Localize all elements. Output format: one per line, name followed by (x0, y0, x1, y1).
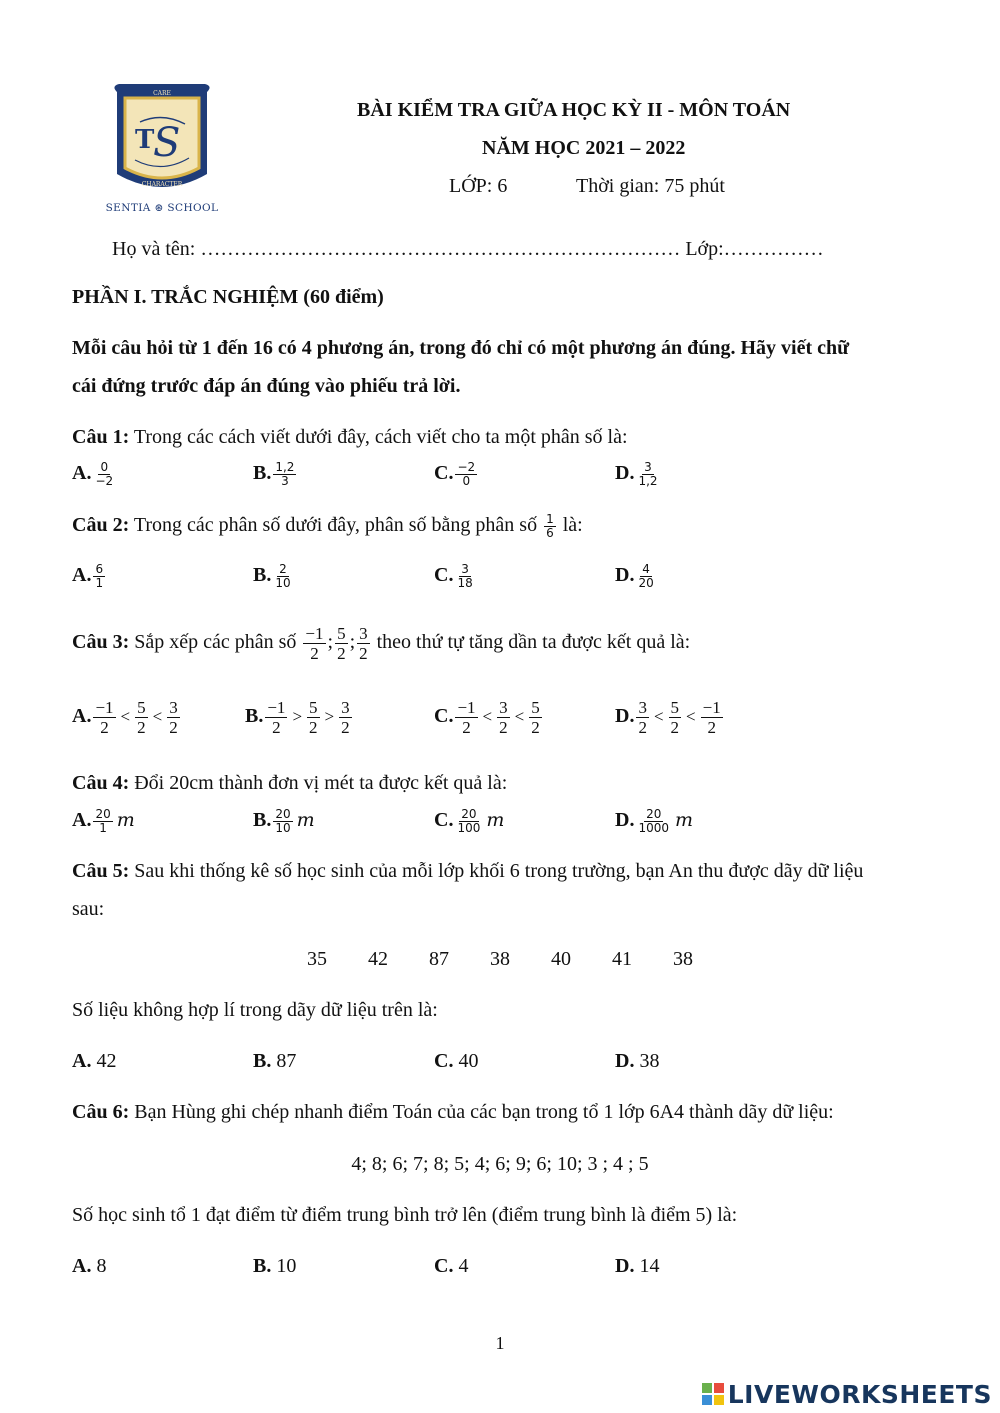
question-6 (72, 1101, 834, 1124)
unit-label: m (486, 809, 505, 832)
relation-sign: < (653, 707, 664, 727)
liveworksheets-watermark (701, 1381, 992, 1407)
data-value: 87 (429, 948, 449, 970)
instruction-line-1: Mỗi câu hỏi từ 1 đến 16 có 4 phương án, trong đó chỉ có một phương án đúng. Hãy viết chữ (72, 337, 850, 359)
q5-option-b[interactable] (253, 1050, 296, 1073)
option-letter: C. (434, 705, 454, 728)
q1-option-d[interactable] (615, 461, 662, 488)
option-letter: B. (253, 809, 272, 832)
fraction: $\frac{3}{2}$ (359, 624, 368, 663)
fraction: $\frac{5}{2}$ (531, 698, 540, 737)
relation-sign: < (514, 707, 525, 727)
school-name-text: SENTIA ⊛ SCHOOL (105, 202, 219, 214)
page-number: 1 (495, 1333, 505, 1353)
data-value: 41 (612, 948, 632, 970)
q3-option-d[interactable] (615, 698, 725, 737)
time-label: Thời gian: 75 phút (576, 175, 725, 197)
option-letter: B. (253, 564, 272, 587)
fraction: $\frac{-1}{2}$ (702, 698, 721, 737)
option-value: 42 (91, 1050, 117, 1072)
q2-option-b[interactable] (253, 563, 295, 590)
question-label: Câu 3: (72, 631, 130, 654)
option-value: 87 (271, 1050, 297, 1072)
question-label: Câu 4: (72, 772, 130, 794)
question-text: Sắp xếp các phân số (129, 631, 302, 654)
fraction: $\frac{5}{2}$ (670, 698, 680, 737)
fraction: $\frac{1}{6}$ (546, 512, 554, 540)
fraction: $\frac{3}{1,2}$ (638, 460, 658, 488)
option-letter: D. (615, 1050, 635, 1072)
fraction: $\frac{20}{10}$ (275, 807, 291, 835)
option-letter: C. (434, 809, 454, 832)
fraction: $\frac{5}{2}$ (137, 698, 146, 737)
option-value: 8 (91, 1255, 107, 1277)
school-logo (105, 82, 219, 217)
fraction: $\frac{-1}{2}$ (457, 698, 476, 737)
question-2 (72, 513, 583, 540)
relation-sign: < (482, 707, 493, 727)
liveworksheets-logo-icon (701, 1382, 725, 1406)
option-letter: A. (72, 462, 92, 485)
relation-sign: < (686, 707, 696, 727)
fraction: $\frac{3}{18}$ (457, 562, 473, 590)
option-letter: C. (434, 1255, 454, 1277)
option-letter: A. (72, 1050, 92, 1072)
fraction: $\frac{4}{20}$ (638, 562, 654, 590)
fraction: $\frac{5}{2}$ (309, 698, 318, 737)
q2-option-d[interactable] (615, 563, 658, 590)
data-value: 42 (368, 948, 388, 970)
unit-label: m (675, 809, 694, 832)
question-text: Trong các phân số dưới đây, phân số bằng phân số (129, 514, 543, 537)
fraction: $\frac{20}{1000}$ (638, 807, 669, 835)
question-5 (72, 860, 863, 883)
q4-option-c[interactable] (434, 808, 504, 835)
fraction: $\frac{-2}{0}$ (457, 460, 476, 488)
part-title: PHẦN I. TRẮC NGHIỆM (60 điểm) (72, 286, 384, 308)
question-label: Câu 1: (72, 426, 130, 448)
option-value: 14 (634, 1255, 660, 1277)
data-value: 38 (490, 948, 510, 970)
question-text: Trong các cách viết dưới đây, cách viết cho ta một phân số là: (129, 426, 628, 448)
question-4 (72, 772, 507, 795)
question-label: Câu 6: (72, 1101, 130, 1123)
option-letter: B. (253, 1255, 272, 1277)
fraction: $\frac{6}{1}$ (95, 562, 104, 590)
option-letter: C. (434, 564, 454, 587)
separator: ; (349, 631, 356, 654)
relation-sign: > (324, 707, 335, 727)
q1-option-a[interactable] (72, 461, 117, 488)
fraction: $\frac{-1}{2}$ (267, 698, 286, 737)
question-text: Bạn Hùng ghi chép nhanh điểm Toán của các bạn trong tổ 1 lớp 6A4 thành dãy dữ liệu: (129, 1101, 834, 1123)
svg-text:CARE: CARE (153, 90, 171, 97)
question-text-end: là: (557, 514, 583, 537)
option-value: 38 (634, 1050, 660, 1072)
instruction-line-2: cái đứng trước đáp án đúng vào phiếu trả lời. (72, 375, 461, 397)
question-label: Câu 2: (72, 514, 130, 537)
data-line: 4; 8; 6; 7; 8; 5; 4; 6; 9; 6; 10; 3 ; 4 ; 5 (351, 1153, 649, 1175)
data-sequence (307, 948, 713, 971)
q5-option-d[interactable] (615, 1050, 659, 1073)
fraction: $\frac{3}{2}$ (169, 698, 178, 737)
question-text-end: theo thứ tự tăng dần ta được kết quả là: (371, 631, 691, 654)
q3-option-c[interactable] (434, 698, 544, 737)
option-letter: D. (615, 1255, 635, 1277)
relation-sign: < (120, 707, 131, 727)
q4-option-d[interactable] (615, 808, 693, 835)
relation-sign: < (152, 707, 163, 727)
q3-option-b[interactable] (245, 698, 354, 737)
fraction: $\frac{20}{1}$ (95, 807, 111, 835)
relation-sign: > (292, 707, 303, 727)
svg-text:CHARACTER: CHARACTER (141, 181, 183, 188)
fraction: $\frac{3}{2}$ (341, 698, 350, 737)
fraction: $\frac{2}{10}$ (275, 562, 291, 590)
unit-label: m (116, 809, 135, 832)
option-letter: A. (72, 705, 92, 728)
fraction: $\frac{5}{2}$ (337, 624, 346, 663)
question-text: Đổi 20cm thành đơn vị mét ta được kết quả là: (129, 772, 508, 794)
fraction: $\frac{0}{-2}$ (95, 460, 114, 488)
q2-option-a[interactable] (72, 563, 107, 590)
watermark-brand: LIVEWORKSHEETS (727, 1379, 992, 1409)
q4-option-b[interactable] (253, 808, 315, 835)
option-letter: C. (434, 1050, 454, 1072)
option-letter: D. (615, 564, 635, 587)
fraction: $\frac{-1}{2}$ (305, 624, 324, 663)
school-year: NĂM HỌC 2021 – 2022 (482, 137, 686, 159)
question-text: Sau khi thống kê số học sinh của mỗi lớp khối 6 trong trường, bạn An thu được dãy dữ liệu (129, 860, 864, 882)
q6-option-b[interactable] (253, 1255, 296, 1278)
q4-option-a[interactable] (72, 808, 135, 835)
question-1 (72, 426, 628, 449)
q6-option-c[interactable] (434, 1255, 468, 1278)
fraction: $\frac{3}{2}$ (638, 698, 647, 737)
fraction: $\frac{-1}{2}$ (95, 698, 114, 737)
name-label: Họ và tên: (112, 238, 201, 260)
name-field[interactable]: ……………………………………………………………… (200, 238, 681, 260)
q1-option-c[interactable] (434, 461, 479, 488)
option-letter: A. (72, 809, 92, 832)
grade-label: LỚP: 6 (449, 175, 508, 197)
option-value: 40 (453, 1050, 479, 1072)
separator: ; (327, 631, 334, 654)
question-label: Câu 5: (72, 860, 130, 882)
question-prompt: Số liệu không hợp lí trong dãy dữ liệu trên là: (72, 999, 438, 1021)
fraction: $\frac{3}{2}$ (499, 698, 508, 737)
unit-label: m (296, 809, 315, 832)
option-letter: D. (615, 462, 635, 485)
class-field[interactable]: …………… (723, 238, 824, 260)
question-prompt: Số học sinh tổ 1 đạt điểm từ điểm trung bình trở lên (điểm trung bình là điểm 5) là: (72, 1204, 738, 1226)
q6-option-d[interactable] (615, 1255, 659, 1278)
option-letter: A. (72, 1255, 92, 1277)
q2-option-c[interactable] (434, 563, 477, 590)
svg-text:T: T (135, 125, 155, 155)
option-letter: C. (434, 462, 454, 485)
option-letter: B. (245, 705, 264, 728)
exam-title: BÀI KIỂM TRA GIỮA HỌC KỲ II - MÔN TOÁN (357, 99, 791, 121)
option-letter: B. (253, 1050, 272, 1072)
option-letter: D. (615, 705, 635, 728)
data-value: 38 (673, 948, 693, 970)
class-label: Lớp: (680, 238, 724, 260)
option-value: 4 (453, 1255, 469, 1277)
option-letter: B. (253, 462, 272, 485)
student-info-line (112, 238, 824, 261)
fraction: $\frac{20}{100}$ (457, 807, 481, 835)
q5-option-c[interactable] (434, 1050, 478, 1073)
q6-option-a[interactable] (72, 1255, 106, 1278)
question-text-line2: sau: (72, 898, 105, 920)
data-value: 35 (307, 948, 327, 970)
fraction: $\frac{1,2}{3}$ (275, 460, 295, 488)
svg-text:S: S (153, 120, 181, 166)
option-letter: D. (615, 809, 635, 832)
option-value: 10 (271, 1255, 297, 1277)
q1-option-b[interactable] (253, 461, 298, 488)
q3-option-a[interactable] (72, 698, 182, 737)
option-letter: A. (72, 564, 92, 587)
q5-option-a[interactable] (72, 1050, 116, 1073)
data-value: 40 (551, 948, 571, 970)
question-3 (72, 624, 690, 663)
